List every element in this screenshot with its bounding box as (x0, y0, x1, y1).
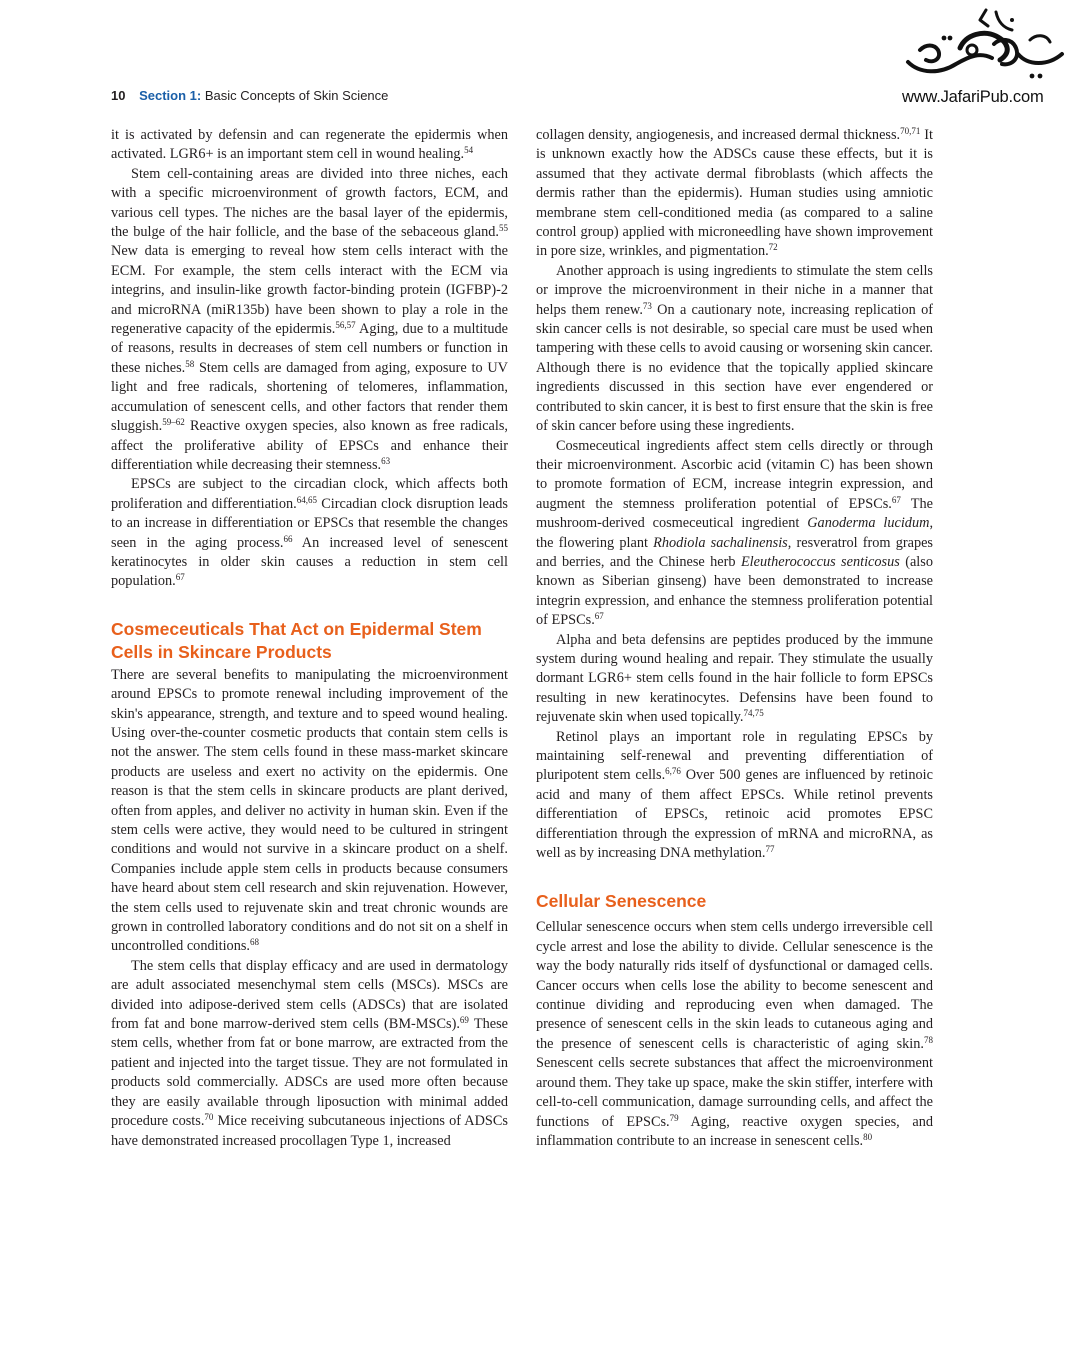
citation-ref: 55 (499, 223, 508, 234)
citation-ref: 56,57 (335, 320, 356, 331)
citation-ref: 70,71 (900, 126, 921, 136)
body-paragraph: it is activated by defensin and can regenerate the epidermis when activated. LGR6+ is an important stem cell in wound healing.$^{54}$ (111, 127, 508, 163)
citation-ref: 68 (249, 937, 259, 948)
right-column (536, 126, 933, 1151)
body-paragraph: Retinol plays an important role in regulating EPSCs by maintaining self-renewal and preventing differentiation of pluripotent stem cells.$^{6,76}$ Over 500 genes are influenced by retinoic acid and many of them affect EPSCs. While retinol prevents differentiation of EPSCs, retinoic acid promotes EPSC differentiation through the expression of mRNA and microRNA, as well as by increasing DNA methylation.$^{77}$ (536, 728, 933, 862)
citation-ref: 6,76 (665, 766, 681, 777)
body-paragraph: There are several benefits to manipulating the microenvironment around EPSCs to promote renewal including improvement of the skin's appearance, strength, and texture and to speed wound healing. Using over-the-counter cosmetic products that contain stem cells is not the answer. The stem cells found in these mass-market skincare products are useless and exert no activity on the epidermis. One reason is that the stem cells in skincare products are plant derived, often from apples, and deliver no activity in human skin. Even if the stem cells were active, they would need to be cultured in stringent conditions and would not survive in a skincare product on a shelf. Companies include apple stem cells in products because consumers have heard about stem cell research and skin rejuvenation. However, the stem cells used to rejuvenate skin and treat chronic wounds are grown in controlled laboratory conditions and do not sit on a shelf in uncontrolled conditions.$^{68}$ (111, 666, 508, 955)
citation-ref: 78 (924, 1034, 933, 1045)
body-paragraph: The stem cells that display efficacy and are used in dermatology are adult associated mesenchymal stem cells (MSCs). MSCs are divided into adipose-derived stem cells (ADSCs) that are isolated from fat and bone marrow-derived stem cells (BM-MSCs).$^{69}$ These stem cells, whether from fat or bone marrow, are extracted from the patient and injected into the target tissue. They are not formulated in products sold commercially. ADSCs are used more often because they are easily available through liposuction with minimal added procedure costs.$^{70}$ Mice receiving subcutaneous injections of ADSCs have demonstrated increased procollagen Type 1, increased (111, 957, 508, 1149)
section-heading-line: Cosmeceuticals That Act on Epidermal Stem (111, 618, 482, 639)
citation-ref: 66 (283, 533, 293, 544)
citation-ref: 70 (204, 1112, 214, 1123)
citation-ref: 58 (185, 358, 195, 369)
section-heading-line: Cells in Skincare Products (111, 641, 332, 662)
body-paragraph: EPSCs are subject to the circadian clock, which affects both proliferation and differentiation.$^{64,65}$ Circadian clock disruption leads to an increase in differentiation or EPSCs that resemble the changes seen in the aging process.$^{66}$ An increased level of senescent keratinocytes in older skin causes a reduction in stem cell population.$^{67}$ (111, 476, 508, 590)
citation-ref: 67 (175, 572, 185, 583)
section-heading: Cellular Senescence (536, 891, 707, 912)
citation-ref: 69 (459, 1015, 469, 1026)
species-name: Rhodiola sachalinensis (653, 534, 788, 551)
section-heading (111, 618, 508, 664)
citation-ref: 54 (464, 145, 474, 156)
body-paragraph: Cosmeceutical ingredients affect stem cells directly or through their microenvironment. Ascorbic acid (vitamin C) has been shown to promote formation of ECM, increase integrin expression, and augment the stemness proliferation potential of EPSCs.$^{67}$ The mushroom-derived cosmeceutical ingredient Ganoderma lucidum, the flowering plant Rhodiola sachalinensis, resveratrol from grapes and berries, and the Chinese herb Eleutherococcus senticosus (also known as Siberian ginseng) have been demonstrated to increase integrin expression, and enhance the stemness proliferation potential of EPSCs.$^{67}$ (536, 437, 934, 629)
body-paragraph: Alpha and beta defensins are peptides produced by the immune system during wound healing and repair. They stimulate the usually dormant LGR6+ stem cells found in the hair follicle to form EPSCs resulting in new keratinocytes. Defensins have been found to rejuvenate skin when used topically.$^{74,75}$ (536, 631, 933, 726)
body-paragraph: Another approach is using ingredients to stimulate the stem cells or improve the microenvironment in their niche in a manner that helps them renew.$^{73}$ On a cautionary note, increasing replication of skin cancer cells is not desirable, so special care must be used when tampering with these cells to avoid causing or worsening skin cancer. Although there is no evidence that the topically applied skincare ingredients discussed in this section have ever engendered or contributed to skin cancer, it is best to first ensure that the skin is free of skin cancer before using these ingredients. (536, 262, 933, 435)
citation-ref: 77 (765, 844, 775, 855)
citation-ref: 72 (768, 242, 778, 253)
body-paragraph: Stem cell-containing areas are divided into three niches, each with a specific microenvironment of growth factors, ECM, and various cell types. The niches are the basal layer of the epidermis, the bulge of the hair follicle, and the base of the sebaceous gland.$^{55}$ New data is emerging to reveal how stem cells interact with the ECM. For example, the stem cells interact with the ECM via integrins, and insulin-like growth factor-binding protein (IGFBP)-2 and microRNA (miR135b) have been shown to play a role in the regenerative capacity of the epidermis.$^{56,57}$ Aging, due to a multitude of reasons, results in decreases of stem cell numbers or function in these niches.$^{58}$ Stem cells are damaged from aging, exposure to UV light and free radicals, shortening of telomeres, inflammation, accumulation of senescent cells, and other factors that render them sluggish.$^{59-62}$ Reactive oxygen species, also known as free radicals, affect the proliferative ability of EPSCs and enhance their differentiation while decreasing their stemness.$^{63}$ (111, 165, 508, 473)
citation-ref: 73 (642, 300, 652, 311)
citation-ref: 74,75 (743, 708, 764, 719)
citation-ref: 67 (891, 494, 901, 505)
body-paragraph: collagen density, angiogenesis, and increased dermal thickness.$^{70,71}$ It is unknown exactly how the ADSCs cause these effects, but it is assumed that they activate dermal fibroblasts (which affects the dermis rather than the epidermis). Human studies using amniotic membrane stem cell-conditioned media (as compared to a saline control group) applied with microneedling have shown improvement in pore size, wrinkles, and pigmentation.$^{72}$ (536, 126, 933, 260)
citation-ref: 79 (669, 1112, 679, 1123)
citation-ref: 64,65 (296, 494, 317, 505)
citation-ref: 80 (863, 1131, 873, 1142)
citation-ref: 63 (381, 455, 391, 466)
citation-ref: 59–62 (162, 417, 185, 428)
running-header (111, 86, 388, 106)
section-label: Section 1: (139, 88, 202, 103)
page-number: 10 (111, 88, 126, 103)
species-name: Ganoderma lucidum (807, 515, 930, 532)
calligraphy-logo-icon (900, 4, 1070, 88)
section-title: Basic Concepts of Skin Science (204, 88, 389, 103)
left-column (111, 126, 508, 1151)
publisher-url: www.JafariPub.com (902, 88, 1044, 106)
citation-ref: 67 (594, 611, 604, 622)
body-paragraph: Cellular senescence occurs when stem cells undergo irreversible cell cycle arrest and lose the ability to divide. Cellular senescence is the way the body naturally rids itself of dysfunctional or damaged cells. Cancer occurs when cells lose the ability to become senescent and continue dividing and reproducing even when damaged. The presence of senescent cells in the skin leads to cutaneous aging and the presence of senescent cells is characteristic of aging skin.$^{78}$ Senescent cells secrete substances that affect the microenvironment around them. They take up space, make the skin stiffer, interfere with cell-to-cell communication, damage surrounding cells, and affect the functions of EPSCs.$^{79}$ Aging, reactive oxygen species, and inflammation contribute to an increase in senescent cells.$^{80}$ (536, 919, 933, 1149)
publisher-logo (900, 4, 1070, 112)
species-name: Eleutherococcus senticosus (740, 553, 900, 570)
